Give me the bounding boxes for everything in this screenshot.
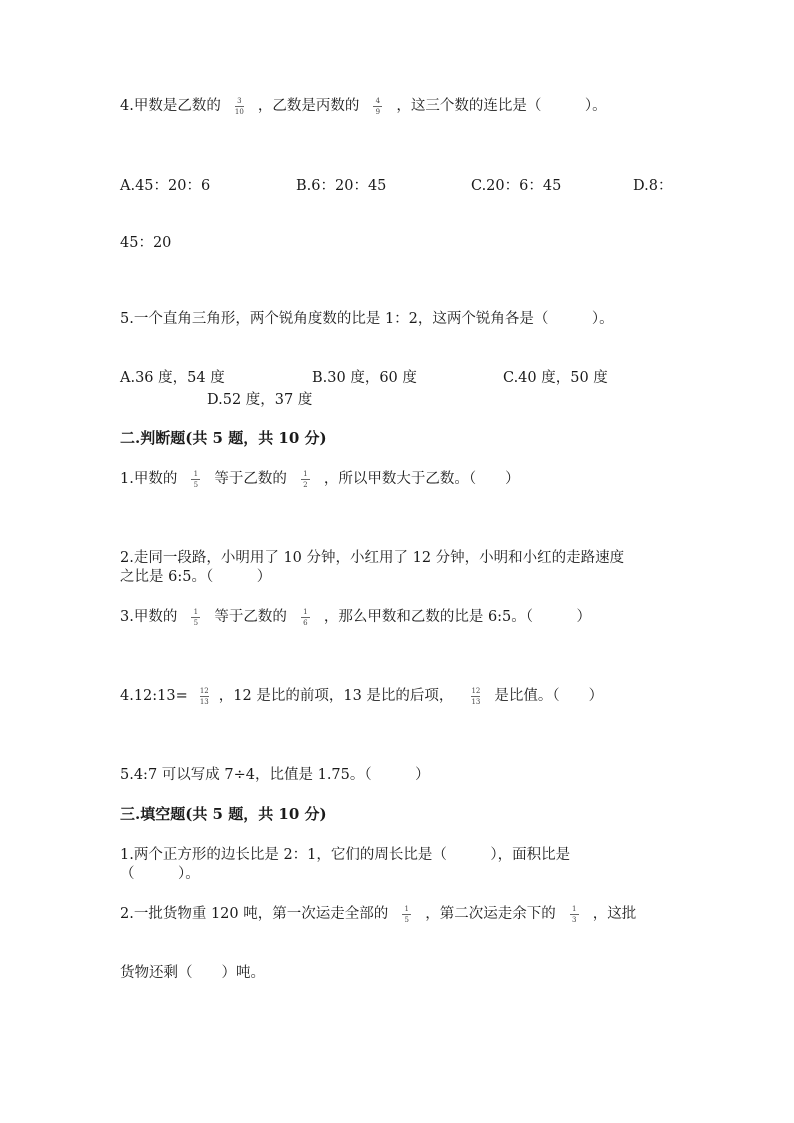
numerator: 1	[193, 607, 199, 616]
fill-question-2-line-1	[120, 904, 636, 924]
judge-question-2-line-1: 2.走同一段路，小明用了 10 分钟，小红用了 12 分钟，小明和小红的走路速度	[120, 550, 625, 566]
question-text: ，这批	[592, 906, 637, 922]
option-b: B.30 度，60 度	[312, 370, 417, 386]
numerator: 1	[572, 904, 577, 913]
option-a: A.45：20：6	[120, 178, 211, 194]
option-d: D.8：	[633, 178, 673, 194]
denominator: 13	[471, 697, 481, 706]
question-text: 2.一批货物重 120 吨，第一次运走全部的	[120, 906, 389, 922]
option-a: A.36 度，54 度	[120, 370, 225, 386]
option-d: D.52 度，37 度	[207, 392, 313, 408]
question-text: 4.12:13=	[120, 688, 188, 704]
numerator: 3	[237, 96, 242, 105]
fraction-bar	[235, 106, 244, 107]
fill-question-1-line-1: 1.两个正方形的边长比是 2：1，它们的周长比是（ ），面积比是	[120, 847, 571, 863]
question-text: ，12 是比的前项，13 是比的后项，	[218, 688, 454, 704]
question-text: 3.甲数的	[120, 609, 178, 625]
numerator: 4	[375, 96, 381, 105]
denominator: 13	[199, 697, 209, 706]
numerator: 1	[303, 469, 308, 478]
denominator: 10	[234, 107, 244, 116]
fraction-bar	[301, 479, 310, 480]
denominator: 6	[303, 618, 308, 627]
judge-question-4	[120, 686, 603, 706]
section-heading-fill-in: 三.填空题(共 5 题，共 10 分)	[120, 805, 327, 823]
question-text: ，乙数是丙数的	[257, 98, 360, 114]
judge-question-2-line-2: 之比是 6:5。（ ）	[120, 569, 272, 585]
denominator: 3	[572, 915, 577, 924]
fraction-4-9	[373, 97, 382, 116]
question-text: 4.甲数是乙数的	[120, 98, 221, 114]
fraction-bar	[471, 696, 480, 697]
option-c: C.40 度，50 度	[503, 370, 608, 386]
fraction-1-2	[301, 470, 310, 489]
fraction-bar	[301, 617, 310, 618]
fraction-bar	[373, 106, 382, 107]
question-text: ，这三个数的连比是（ ）。	[396, 98, 607, 114]
fraction-1-5	[402, 905, 411, 924]
fill-question-2-line-2: 货物还剩（ ）吨。	[120, 965, 265, 981]
question-text: 等于乙数的	[214, 609, 287, 625]
judge-question-1	[120, 469, 520, 489]
numerator: 1	[303, 607, 308, 616]
fraction-1-3	[570, 905, 579, 924]
fraction-1-5	[191, 470, 200, 489]
question-text: ，所以甲数大于乙数。（ ）	[323, 471, 520, 487]
question-text: 等于乙数的	[214, 471, 287, 487]
numerator: 12	[471, 686, 481, 695]
fraction-bar	[200, 696, 209, 697]
denominator: 5	[193, 480, 199, 489]
denominator: 9	[375, 107, 381, 116]
question-text: ，那么甲数和乙数的比是 6:5。（ ）	[323, 609, 592, 625]
question-4-multiple-choice	[120, 96, 607, 116]
question-text: 是比值。（ ）	[494, 688, 604, 704]
numerator: 1	[404, 904, 409, 913]
option-d-continued: 45：20	[120, 235, 172, 251]
fraction-12-13	[471, 687, 480, 706]
denominator: 5	[193, 618, 199, 627]
denominator: 5	[404, 915, 409, 924]
judge-question-5: 5.4:7 可以写成 7÷4，比值是 1.75。（ ）	[120, 767, 430, 783]
denominator: 2	[303, 480, 308, 489]
judge-question-3	[120, 607, 591, 627]
numerator: 1	[193, 469, 199, 478]
fraction-bar	[402, 914, 411, 915]
option-b: B.6：20：45	[296, 178, 387, 194]
fraction-1-6	[301, 608, 310, 627]
question-5-multiple-choice: 5.一个直角三角形，两个锐角度数的比是 1：2，这两个锐角各是（ ）。	[120, 311, 614, 327]
option-c: C.20：6：45	[471, 178, 562, 194]
fraction-bar	[191, 479, 200, 480]
fill-question-1-line-2: （ ）。	[120, 866, 200, 882]
section-heading-true-false: 二.判断题(共 5 题，共 10 分)	[120, 429, 327, 447]
numerator: 12	[199, 686, 209, 695]
question-text: 1.甲数的	[120, 471, 178, 487]
fraction-1-5	[191, 608, 200, 627]
fraction-bar	[570, 914, 579, 915]
question-text: ，第二次运走余下的	[425, 906, 556, 922]
fraction-bar	[191, 617, 200, 618]
fraction-3-10	[235, 97, 244, 116]
fraction-12-13	[200, 687, 209, 706]
